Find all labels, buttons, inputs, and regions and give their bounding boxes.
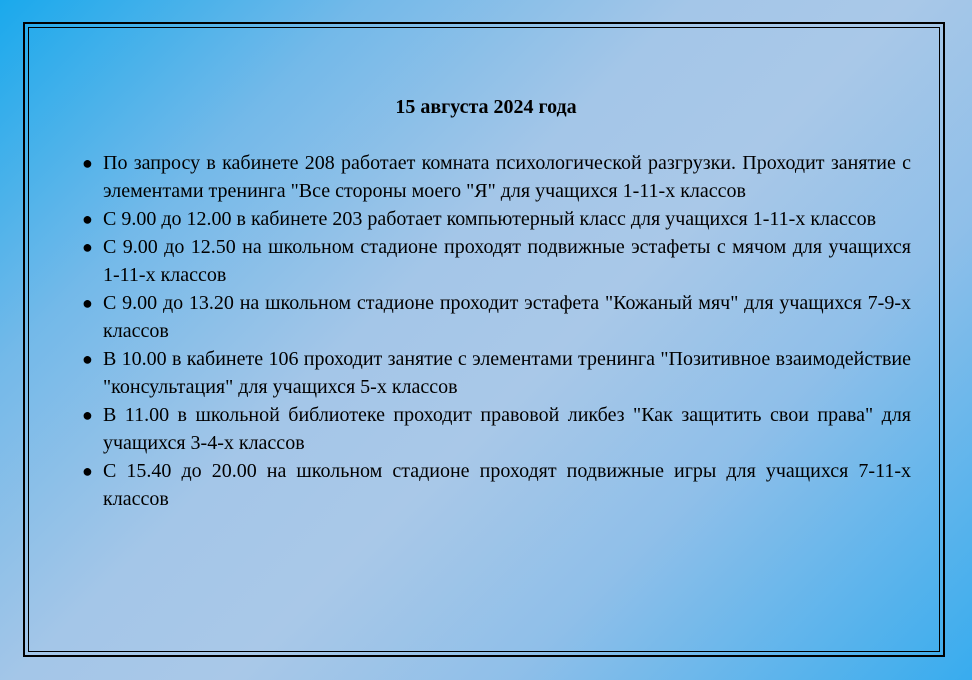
bullet-icon: ● [82, 293, 93, 313]
list-item [82, 345, 911, 401]
schedule-list [82, 149, 911, 513]
list-item [82, 457, 911, 513]
list-item-text: С 9.00 до 12.00 в кабинете 203 работает компьютерный класс для учащихся 1-11-х классов [103, 208, 877, 230]
document-title: 15 августа 2024 года [395, 96, 577, 118]
bullet-icon: ● [82, 349, 93, 369]
list-item-text: В 10.00 в кабинете 106 проходит занятие с элементами тренинга "Позитивное взаимодействие "консультация" для учащихся 5-х классов [103, 348, 911, 398]
bullet-icon: ● [82, 209, 93, 229]
bullet-icon: ● [82, 405, 93, 425]
list-item [82, 149, 911, 205]
list-item [82, 233, 911, 289]
list-item-text: С 9.00 до 13.20 на школьном стадионе проходит эстафета "Кожаный мяч" для учащихся 7-9-х классов [103, 292, 911, 342]
list-item-text: По запросу в кабинете 208 работает комната психологической разгрузки. Проходит занятие с элементами тренинга "Все стороны моего "Я" для учащихся 1-11-х классов [103, 152, 911, 202]
list-item [82, 289, 911, 345]
list-item-text: В 11.00 в школьной библиотеке проходит правовой ликбез "Как защитить свои права" для учащихся 3-4-х классов [103, 404, 911, 454]
bullet-icon: ● [82, 237, 93, 257]
bullet-icon: ● [82, 461, 93, 481]
list-item-text: С 15.40 до 20.00 на школьном стадионе проходят подвижные игры для учащихся 7-11-х классов [103, 460, 911, 510]
list-item-text: С 9.00 до 12.50 на школьном стадионе проходят подвижные эстафеты с мячом для учащихся 1-11-х классов [103, 236, 911, 286]
list-item [82, 205, 911, 233]
list-item [82, 401, 911, 457]
bullet-icon: ● [82, 153, 93, 173]
